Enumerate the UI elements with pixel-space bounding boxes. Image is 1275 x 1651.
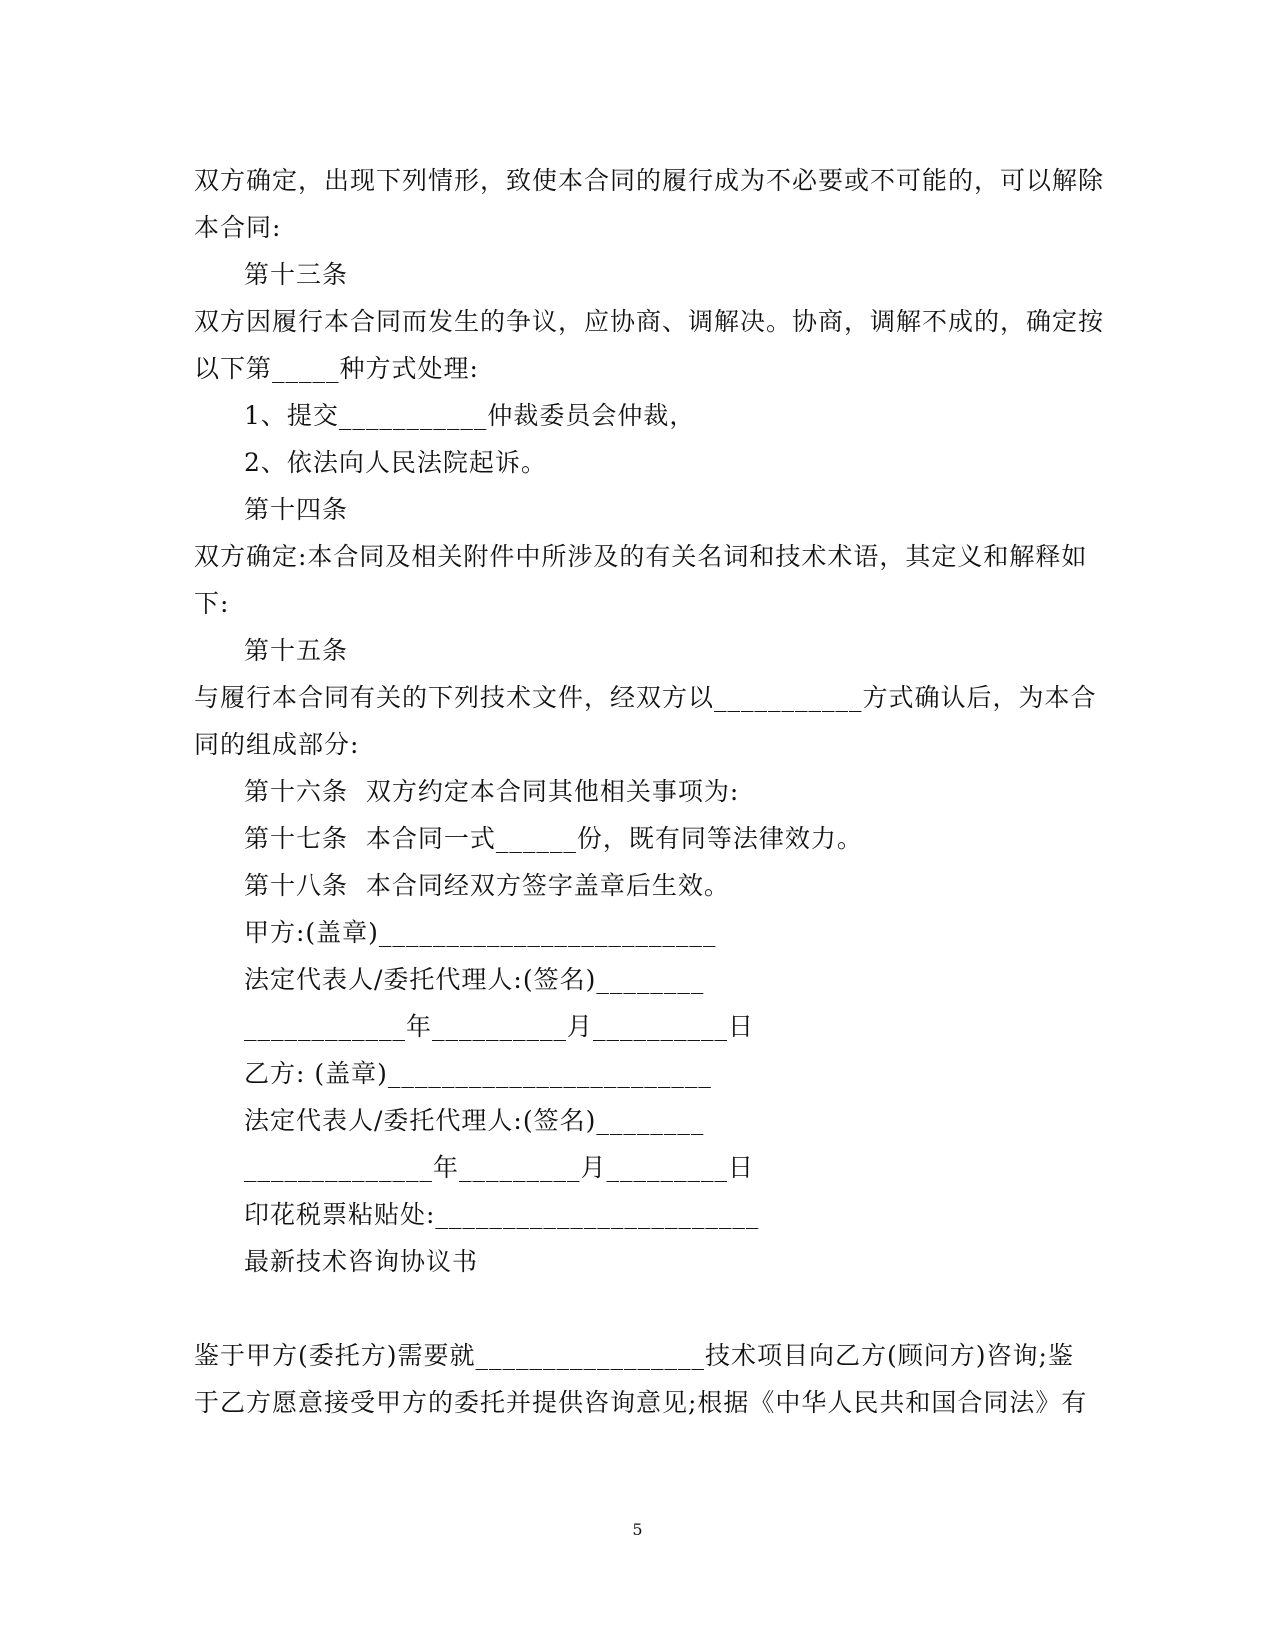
paragraph-line: 本合同: bbox=[194, 213, 282, 242]
article-line: 第十六条 双方约定本合同其他相关事项为: bbox=[244, 777, 740, 806]
date-line: ______________年_________月_________日 bbox=[244, 1153, 755, 1182]
signature-line-party-a: 甲方:(盖章)_________________________ bbox=[244, 918, 717, 947]
list-item: 1、提交___________仲裁委员会仲裁， bbox=[244, 401, 696, 430]
paragraph-line: 双方因履行本合同而发生的争议，应协商、调解决。协商，调解不成的，确定按 bbox=[194, 307, 1105, 336]
signature-line-party-b: 乙方: (盖章)________________________ bbox=[244, 1059, 712, 1088]
paragraph-line: 双方确定:本合同及相关附件中所涉及的有关名词和技术术语，其定义和解释如 bbox=[194, 542, 1088, 571]
paragraph-line: 与履行本合同有关的下列技术文件，经双方以___________方式确认后，为本合 bbox=[194, 683, 1097, 712]
paragraph-line: 同的组成部分: bbox=[194, 730, 360, 759]
signature-line-representative: 法定代表人/委托代理人:(签名)________ bbox=[244, 1106, 705, 1135]
article-heading: 第十五条 bbox=[244, 636, 349, 665]
article-line: 第十八条 本合同经双方签字盖章后生效。 bbox=[244, 871, 730, 900]
signature-line-representative: 法定代表人/委托代理人:(签名)________ bbox=[244, 965, 705, 994]
paragraph-line: 下: bbox=[194, 589, 230, 618]
date-line: ____________年__________月__________日 bbox=[244, 1012, 755, 1041]
paragraph-line: 双方确定，出现下列情形，致使本合同的履行成为不必要或不可能的，可以解除 bbox=[194, 166, 1105, 195]
list-item: 2、依法向人民法院起诉。 bbox=[244, 448, 547, 477]
paragraph-line: 以下第_____种方式处理: bbox=[194, 354, 479, 383]
article-heading: 第十四条 bbox=[244, 495, 349, 524]
stamp-area-line: 印花税票粘贴处:________________________ bbox=[244, 1200, 760, 1229]
article-line: 第十七条 本合同一式______份，既有同等法律效力。 bbox=[244, 824, 863, 853]
page-number: 5 bbox=[632, 1520, 643, 1539]
article-heading: 第十三条 bbox=[244, 260, 349, 289]
paragraph-line: 于乙方愿意接受甲方的委托并提供咨询意见;根据《中华人民共和国合同法》有 bbox=[194, 1388, 1088, 1417]
section-title: 最新技术咨询协议书 bbox=[244, 1247, 479, 1276]
paragraph-line: 鉴于甲方(委托方)需要就_________________技术项目向乙方(顾问方)咨询;鉴 bbox=[194, 1341, 1074, 1370]
